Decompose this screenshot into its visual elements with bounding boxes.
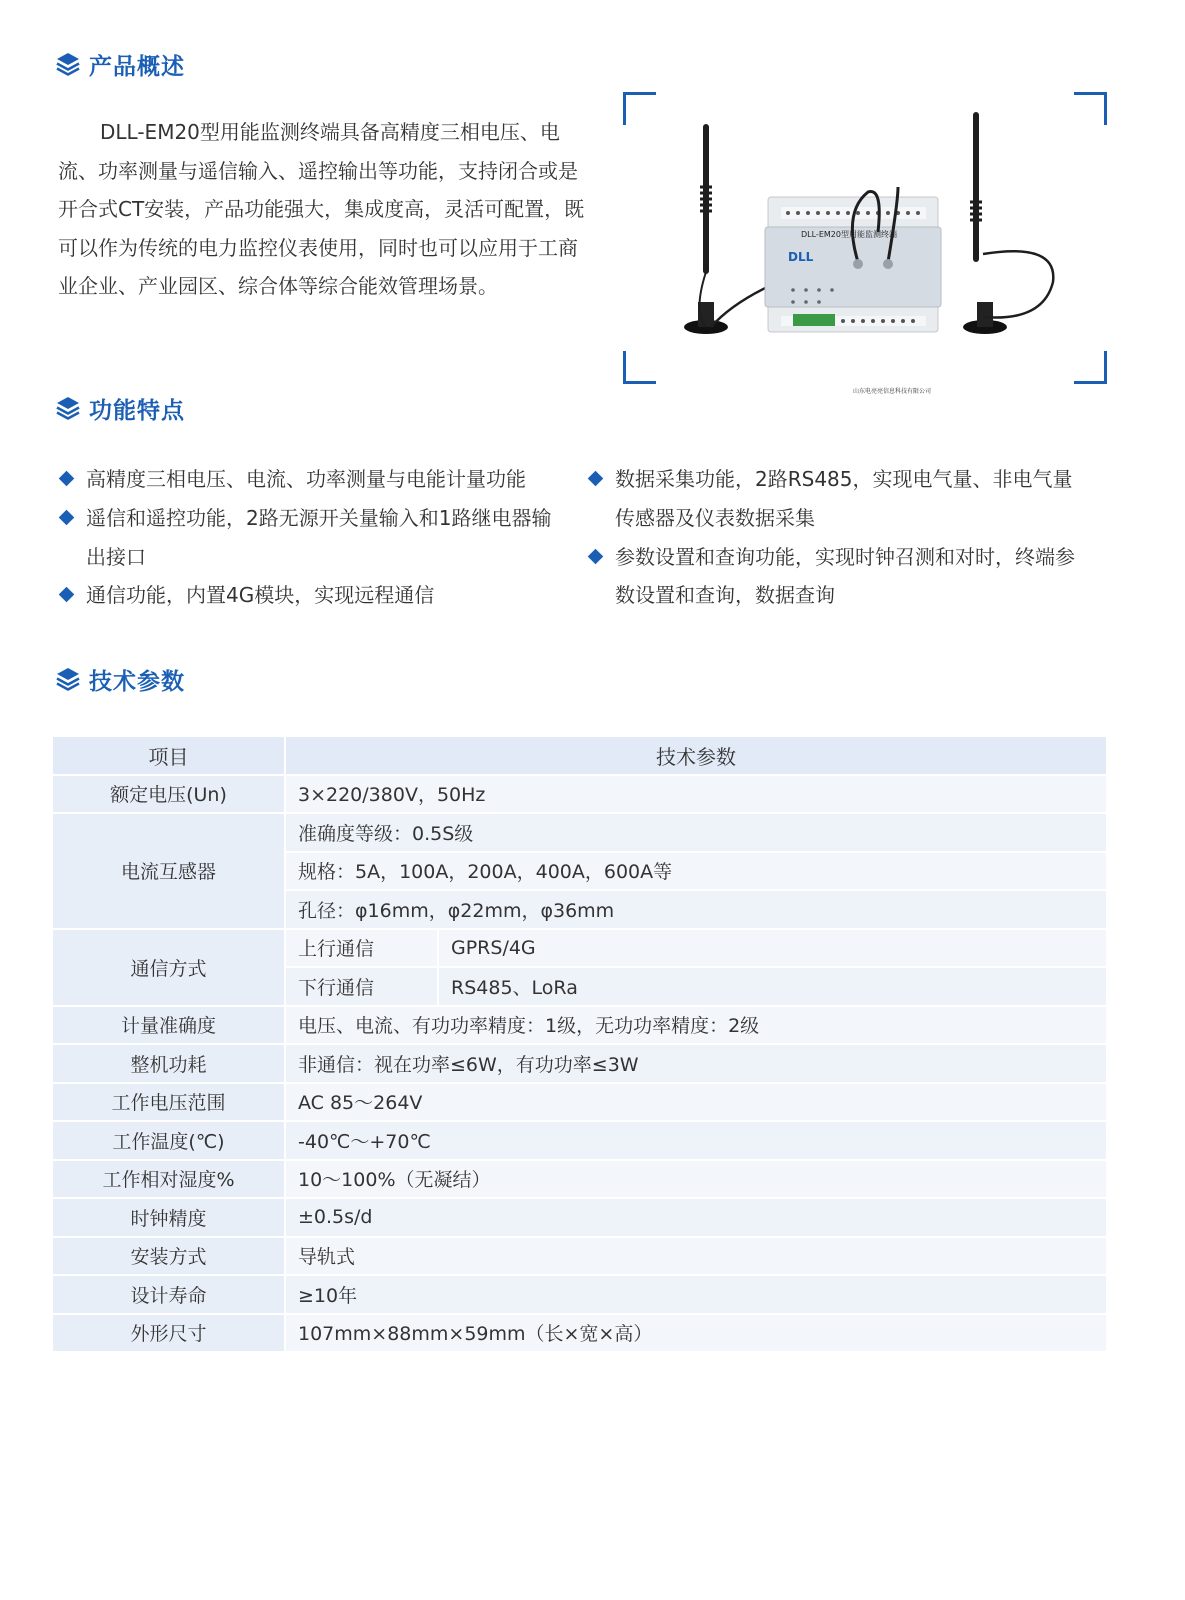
frame-corner-top-left xyxy=(623,92,656,125)
row-item: 整机功耗 xyxy=(53,1045,286,1084)
row-value: 导轨式 xyxy=(286,1238,1108,1277)
table-row xyxy=(53,1161,1108,1200)
device-company-label: 山东电亮亮信息科技有限公司 xyxy=(853,388,932,395)
layers-icon xyxy=(55,395,81,421)
row-value: 电压、电流、有功功率精度：1级，无功功率精度：2级 xyxy=(286,1007,1108,1046)
row-value: 准确度等级：0.5S级 xyxy=(286,814,1108,853)
table-header-item: 项目 xyxy=(53,737,286,776)
feature-list-right xyxy=(587,460,1087,615)
section-title-specs xyxy=(55,661,185,697)
overview-paragraph: DLL-EM20型用能监测终端具备高精度三相电压、电流、功率测量与遥信输入、遥控输出等功能，支持闭合或是开合式CT安装，产品功能强大，集成度高，灵活可配置，既可以作为传统的电力监控仪表使用，同时也可以应用于工商业企业、产业园区、综合体等综合能效管理场景。 xyxy=(58,120,585,299)
feature-item: 参数设置和查询功能，实现时钟召测和对时，终端参数设置和查询，数据查询 xyxy=(587,538,1087,616)
table-row xyxy=(53,1238,1108,1277)
table-header-row xyxy=(53,737,1108,776)
spec-table xyxy=(53,737,1108,1353)
table-row xyxy=(53,1084,1108,1123)
row-item: 计量准确度 xyxy=(53,1007,286,1046)
row-value: 孔径：φ16mm，φ22mm，φ36mm xyxy=(286,891,1108,930)
section-title-text: 产品概述 xyxy=(89,53,185,80)
row-value: -40℃～+70℃ xyxy=(286,1122,1108,1161)
table-row xyxy=(53,814,1108,853)
feature-item: 通信功能，内置4G模块，实现远程通信 xyxy=(58,576,558,615)
row-value: 3×220/380V，50Hz xyxy=(286,776,1108,815)
row-item: 工作电压范围 xyxy=(53,1084,286,1123)
diamond-bullet-icon xyxy=(59,510,75,526)
table-row xyxy=(53,1007,1108,1046)
row-item: 电流互感器 xyxy=(53,814,286,930)
layers-icon xyxy=(55,51,81,77)
table-row xyxy=(53,1122,1108,1161)
frame-corner-top-right xyxy=(1074,92,1107,125)
row-item: 外形尺寸 xyxy=(53,1315,286,1354)
device-model-label: DLL-EM20型用能监测终端 xyxy=(801,230,897,239)
row-item: 通信方式 xyxy=(53,930,286,1007)
row-value: ≥10年 xyxy=(286,1276,1108,1315)
row-value: RS485、LoRa xyxy=(439,968,1108,1007)
row-value: 10～100%（无凝结） xyxy=(286,1161,1108,1200)
section-title-features xyxy=(55,390,185,426)
device-brand-logo: DLL xyxy=(788,250,814,264)
frame-corner-bottom-left xyxy=(623,351,656,384)
table-row xyxy=(53,1315,1108,1354)
row-value: 非通信：视在功率≤6W，有功功率≤3W xyxy=(286,1045,1108,1084)
row-item: 额定电压(Un) xyxy=(53,776,286,815)
table-row xyxy=(53,1045,1108,1084)
section-title-text: 功能特点 xyxy=(89,397,185,424)
row-item: 工作温度(℃) xyxy=(53,1122,286,1161)
feature-item: 遥信和遥控功能，2路无源开关量输入和1路继电器输出接口 xyxy=(58,499,558,577)
table-row xyxy=(53,930,1108,969)
row-sub-label: 下行通信 xyxy=(286,968,439,1007)
diamond-bullet-icon xyxy=(588,471,604,487)
product-image-frame xyxy=(623,92,1107,395)
feature-list-left xyxy=(58,460,558,615)
row-value: GPRS/4G xyxy=(439,930,1108,969)
row-item: 设计寿命 xyxy=(53,1276,286,1315)
layers-icon xyxy=(55,666,81,692)
table-header-value: 技术参数 xyxy=(286,737,1108,776)
table-row xyxy=(53,776,1108,815)
product-device-image xyxy=(683,102,1063,352)
row-item: 时钟精度 xyxy=(53,1199,286,1238)
section-title-overview xyxy=(55,46,185,82)
table-row xyxy=(53,1276,1108,1315)
row-value: 规格：5A，100A，200A，400A，600A等 xyxy=(286,853,1108,892)
table-row xyxy=(53,1199,1108,1238)
section-title-text: 技术参数 xyxy=(89,668,185,695)
row-value: ±0.5s/d xyxy=(286,1199,1108,1238)
row-value: AC 85～264V xyxy=(286,1084,1108,1123)
diamond-bullet-icon xyxy=(59,471,75,487)
row-value: 107mm×88mm×59mm（长×宽×高） xyxy=(286,1315,1108,1354)
row-sub-label: 上行通信 xyxy=(286,930,439,969)
diamond-bullet-icon xyxy=(588,548,604,564)
row-item: 工作相对湿度% xyxy=(53,1161,286,1200)
row-item: 安装方式 xyxy=(53,1238,286,1277)
feature-item: 数据采集功能，2路RS485，实现电气量、非电气量传感器及仪表数据采集 xyxy=(587,460,1087,538)
feature-item: 高精度三相电压、电流、功率测量与电能计量功能 xyxy=(58,460,558,499)
diamond-bullet-icon xyxy=(59,587,75,603)
frame-corner-bottom-right xyxy=(1074,351,1107,384)
